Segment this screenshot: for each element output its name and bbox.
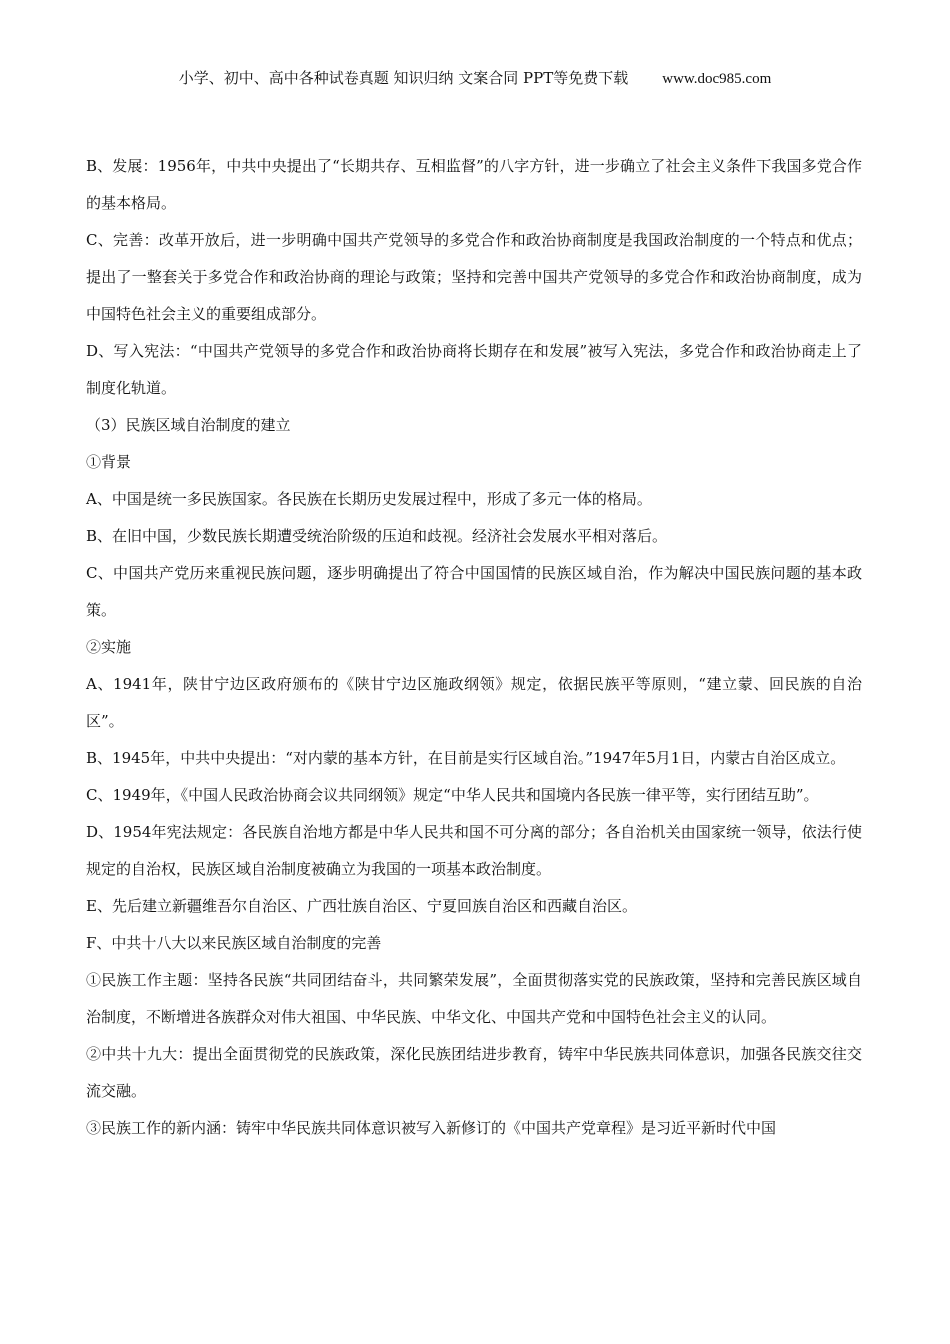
subsection-heading: ①背景 bbox=[86, 453, 132, 471]
paragraph: F、中共十八大以来民族区域自治制度的完善 bbox=[86, 934, 382, 952]
paragraph: B、1945年，中共中央提出：“对内蒙的基本方针，在目前是实行区域自治。”1947年5月1日，内蒙古自治区成立。 bbox=[86, 749, 846, 767]
paragraph: C、中国共产党历来重视民族问题，逐步明确提出了符合中国国情的民族区域自治，作为解决中国民族问题的基本政策。 bbox=[86, 564, 862, 619]
paragraph: D、写入宪法：“中国共产党领导的多党合作和政治协商将长期存在和发展”被写入宪法，多党合作和政治协商走上了制度化轨道。 bbox=[86, 342, 862, 397]
paragraph: A、1941年，陕甘宁边区政府颁布的《陕甘宁边区施政纲领》规定，依据民族平等原则，“建立蒙、回民族的自治区”。 bbox=[86, 675, 862, 730]
paragraph: C、1949年，《中国人民政治协商会议共同纲领》规定“中华人民共和国境内各民族一律平等，实行团结互助”。 bbox=[86, 786, 819, 804]
paragraph: C、完善：改革开放后，进一步明确中国共产党领导的多党合作和政治协商制度是我国政治制度的一个特点和优点；提出了一整套关于多党合作和政治协商的理论与政策；坚持和完善中国共产党领导的多党合作和政治协商制度，成为中国特色社会主义的重要组成部分。 bbox=[86, 231, 862, 323]
page-header bbox=[0, 66, 950, 91]
paragraph: E、先后建立新疆维吾尔自治区、广西壮族自治区、宁夏回族自治区和西藏自治区。 bbox=[86, 897, 637, 915]
paragraph: ②中共十九大：提出全面贯彻党的民族政策，深化民族团结进步教育，铸牢中华民族共同体意识，加强各民族交往交流交融。 bbox=[86, 1045, 862, 1100]
paragraph: D、1954年宪法规定：各民族自治地方都是中华人民共和国不可分离的部分；各自治机关由国家统一领导，依法行使规定的自治权，民族区域自治制度被确立为我国的一项基本政治制度。 bbox=[86, 823, 862, 878]
paragraph: ③民族工作的新内涵：铸牢中华民族共同体意识被写入新修订的《中国共产党章程》是习近平新时代中国 bbox=[86, 1119, 777, 1137]
paragraph: A、中国是统一多民族国家。各民族在长期历史发展过程中，形成了多元一体的格局。 bbox=[86, 490, 652, 508]
paragraph: ①民族工作主题：坚持各民族“共同团结奋斗，共同繁荣发展”，全面贯彻落实党的民族政策，坚持和完善民族区域自治制度，不断增进各族群众对伟大祖国、中华民族、中华文化、中国共产党和中国特色社会主义的认同。 bbox=[86, 971, 862, 1026]
subsection-heading: ②实施 bbox=[86, 638, 132, 656]
section-heading: （3）民族区域自治制度的建立 bbox=[86, 416, 291, 434]
header-tagline: 小学、初中、高中各种试卷真题 知识归纳 文案合同 PPT等免费下载 bbox=[178, 69, 629, 87]
document-body bbox=[86, 148, 862, 1147]
paragraph: B、在旧中国，少数民族长期遭受统治阶级的压迫和歧视。经济社会发展水平相对落后。 bbox=[86, 527, 668, 545]
paragraph: B、发展：1956年，中共中央提出了“长期共存、互相监督”的八字方针，进一步确立了社会主义条件下我国多党合作的基本格局。 bbox=[86, 157, 862, 212]
header-site-url: www.doc985.com bbox=[662, 71, 772, 87]
